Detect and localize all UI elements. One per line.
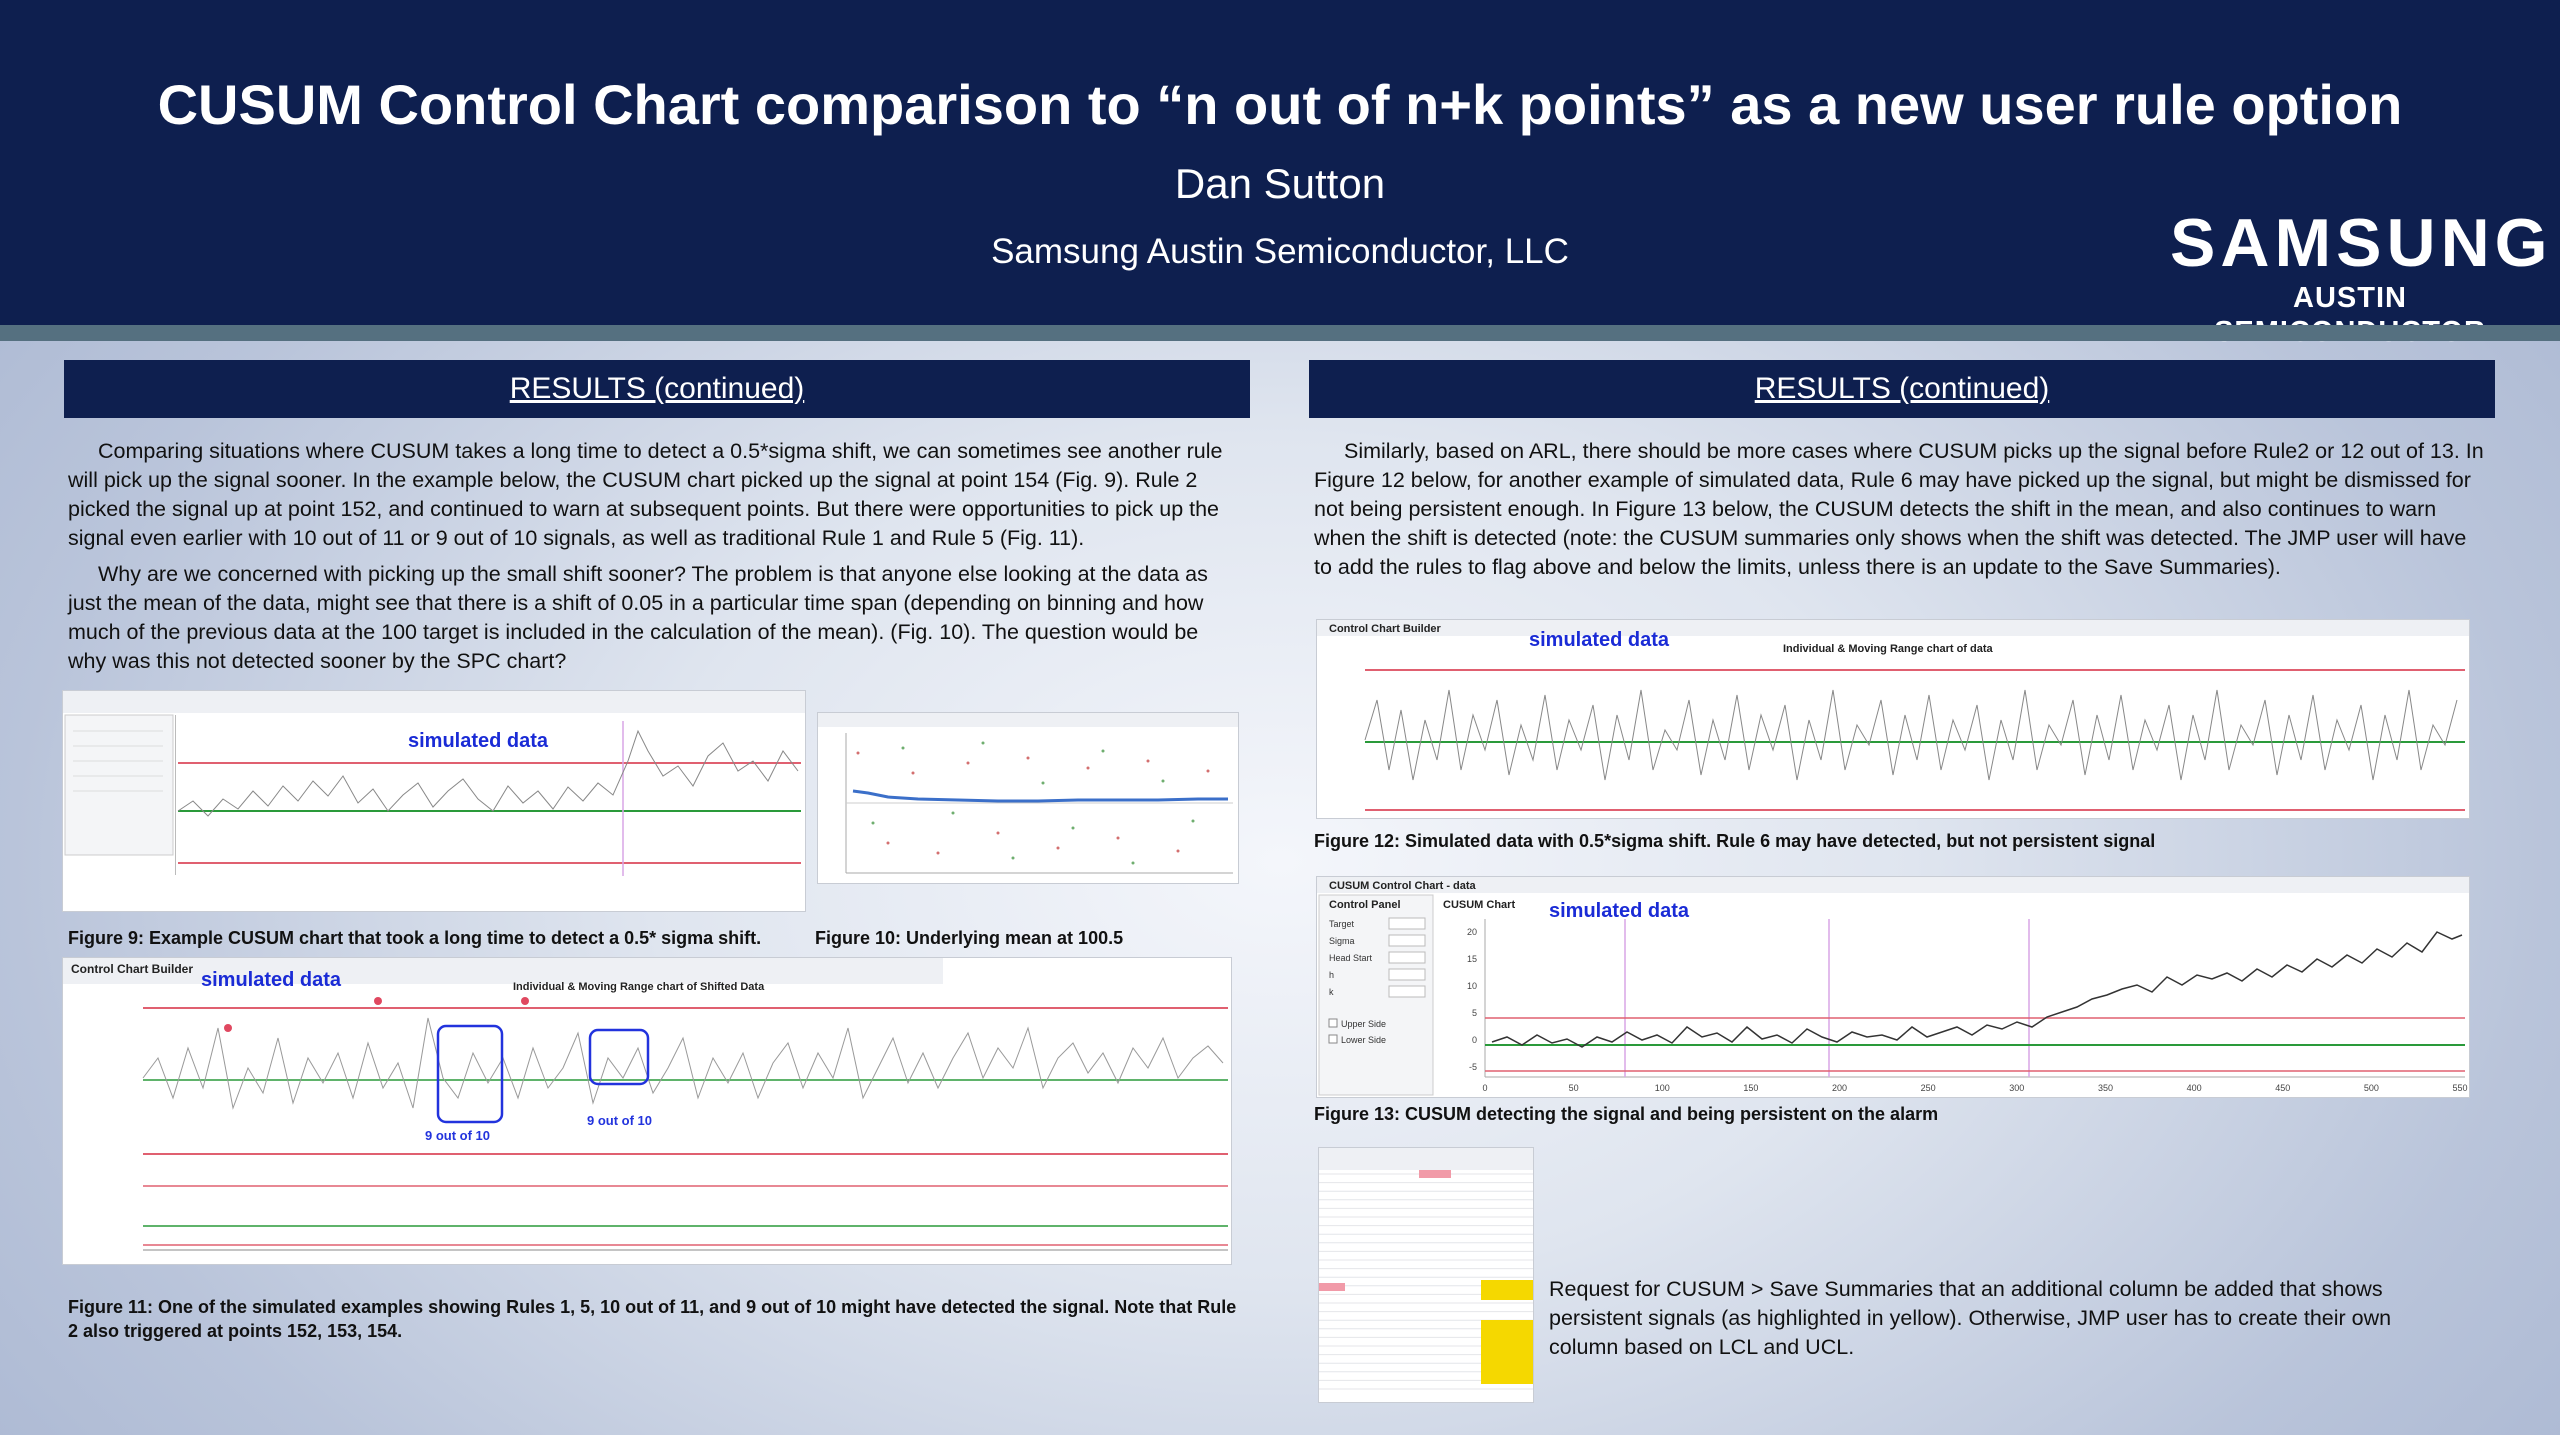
figure-12-overlay: simulated data xyxy=(1529,629,1670,651)
figure-10-mean-chart xyxy=(817,712,1239,884)
figure-12-chart-title: Individual & Moving Range chart of data xyxy=(1783,643,1993,655)
figure-9-svg xyxy=(63,691,806,912)
header-banner xyxy=(0,0,2560,325)
author-name: Dan Sutton xyxy=(1174,160,1386,207)
figure-13-y-tick: 10 xyxy=(1466,981,1477,991)
figure-13-x-tick: 400 xyxy=(2186,1083,2202,1093)
figure-11-annotation-a: 9 out of 10 xyxy=(425,1128,491,1143)
figure-13-svg xyxy=(1317,877,2470,1098)
figure-13-x-tick: 100 xyxy=(1654,1083,1670,1093)
figure-13-x-tick: 50 xyxy=(1568,1083,1579,1093)
figure-13-overlay: simulated data xyxy=(1549,900,1690,922)
figure-13-x-axis xyxy=(1482,1083,2467,1093)
figure-13-x-tick: 250 xyxy=(1920,1083,1936,1093)
figure-12-panel-title: Control Chart Builder xyxy=(1329,623,1441,635)
figure-13-x-tick: 500 xyxy=(2363,1083,2379,1093)
figure-13-control-field xyxy=(1389,952,1425,963)
poster-title: CUSUM Control Chart comparison to “n out of n+k points” as a new user rule option xyxy=(157,73,2403,136)
figure-13-control-label: h xyxy=(1329,970,1335,980)
figure-11-ir-chart xyxy=(62,957,1232,1265)
figure-13-checkbox-label: Lower Side xyxy=(1341,1035,1387,1045)
figure-13-control-field xyxy=(1389,969,1425,980)
figure-13-control-field xyxy=(1389,935,1425,946)
figure-13-checkbox-label: Upper Side xyxy=(1341,1019,1387,1029)
figure-13-x-tick: 550 xyxy=(2452,1083,2468,1093)
figure-13-cusum-chart xyxy=(1316,876,2470,1098)
figure-13-control-label: Sigma xyxy=(1329,936,1355,946)
figure-13-x-tick: 150 xyxy=(1743,1083,1759,1093)
left-paragraph-2: Why are we concerned with picking up the small shift sooner? The problem is that anyone else looking at the data as just the mean of the data, might see that there is a shift of 0.05 in a particular time span (depending on binning and how much of the previous data at the 100 target is included in the calculation of the mean). (Fig. 10). The question would be why was this not detected sooner by the SPC chart? xyxy=(68,562,1208,673)
figure-13-chart-label: CUSUM Chart xyxy=(1443,899,1516,911)
figure-13-x-tick: 0 xyxy=(1482,1083,1488,1093)
affiliation: Samsung Austin Semiconductor, LLC xyxy=(991,232,1569,271)
figure-13-y-tick: 15 xyxy=(1466,954,1477,964)
right-section-heading: RESULTS (continued) xyxy=(1309,360,2495,418)
figure-13-control-panel-label: Control Panel xyxy=(1329,899,1401,911)
figure-9-cusum-chart xyxy=(62,690,806,912)
figure-11-svg xyxy=(63,958,1232,1265)
figure-13-caption: Figure 13: CUSUM detecting the signal and being persistent on the alarm xyxy=(1314,1104,1939,1124)
figure-13-y-axis xyxy=(1467,927,1477,1072)
figure-13-control-label: Head Start xyxy=(1329,953,1373,963)
figure-13-y-tick: 20 xyxy=(1466,927,1477,937)
figure-12-svg xyxy=(1317,620,2470,819)
figure-12-caption: Figure 12: Simulated data with 0.5*sigma shift. Rule 6 may have detected, but not persistent signal xyxy=(1314,831,2156,851)
figure-13-panel-title: CUSUM Control Chart - data xyxy=(1329,880,1476,892)
figure-13-control-label: Target xyxy=(1329,919,1355,929)
figure-13-y-tick: 0 xyxy=(1471,1035,1477,1045)
figure-9-caption: Figure 9: Example CUSUM chart that took a long time to detect a 0.5* sigma shift. xyxy=(68,928,762,948)
figure-13-x-tick: 200 xyxy=(1832,1083,1848,1093)
figure-13-y-tick: -5 xyxy=(1468,1062,1477,1072)
figure-11-chart-title: Individual & Moving Range chart of Shifted Data xyxy=(513,981,765,993)
figure-13-checkbox xyxy=(1329,1035,1337,1043)
figure-11-annotation-b: 9 out of 10 xyxy=(587,1113,653,1128)
figure-13-y-tick: 5 xyxy=(1471,1008,1477,1018)
logo-wordmark: SAMSUNG xyxy=(2170,205,2553,281)
figure-13-control-field xyxy=(1389,918,1425,929)
summary-request-text: Request for CUSUM > Save Summaries that an additional column be added that shows persistent signals (as highlighted in yellow). Otherwise, JMP user has to create their own column based on LCL and UCL. xyxy=(1549,1277,2392,1359)
cusum-summary-table xyxy=(1318,1147,1534,1403)
figure-13-control-label: k xyxy=(1329,987,1334,997)
figure-13-x-tick: 300 xyxy=(2009,1083,2025,1093)
right-paragraph-1: Similarly, based on ARL, there should be more cases where CUSUM picks up the signal before Rule2 or 12 out of 13. In Figure 12 below, for another example of simulated data, Rule 6 may have picked up the signal, but might be dismissed for not being persistent enough. In Figure 13 below, the CUSUM detects the shift in the mean, and also continues to warn when the shift is detected (note: the CUSUM summaries only shows when the shift was detected. The JMP user will have to add the rules to flag above and below the limits, unless there is an update to the Save Summaries). xyxy=(1314,439,2484,579)
figure-10-caption: Figure 10: Underlying mean at 100.5 xyxy=(815,928,1124,948)
figure-11-overlay: simulated data xyxy=(201,969,342,991)
figure-9-overlay: simulated data xyxy=(408,730,549,752)
figure-13-checkbox xyxy=(1329,1019,1337,1027)
logo-subtitle: AUSTIN xyxy=(2293,282,2407,314)
left-section-heading: RESULTS (continued) xyxy=(64,360,1250,418)
summary-table-svg xyxy=(1319,1148,1534,1403)
figure-13-control-field xyxy=(1389,986,1425,997)
figure-13-x-tick: 350 xyxy=(2097,1083,2113,1093)
figure-11-caption: Figure 11: One of the simulated examples showing Rules 1, 5, 10 out of 11, and 9 out of 10 might have detected the signal. Note that Rule 2 also triggered at points 152, 153, 154. xyxy=(68,1297,1237,1341)
figure-12-ir-chart xyxy=(1316,619,2470,819)
header-divider-band xyxy=(0,325,2560,341)
figure-11-panel-title: Control Chart Builder xyxy=(71,962,193,976)
figure-10-svg xyxy=(818,713,1239,884)
left-paragraph-1: Comparing situations where CUSUM takes a long time to detect a 0.5*sigma shift, we can sometimes see another rule will pick up the signal sooner. In the example below, the CUSUM chart picked up the signal at point 154 (Fig. 9). Rule 2 picked the signal up at point 152, and continued to warn at subsequent points. But there were opportunities to pick up the signal even earlier with 10 out of 11 or 9 out of 10 signals, as well as traditional Rule 1 and Rule 5 (Fig. 11). xyxy=(68,439,1223,550)
figure-13-x-tick: 450 xyxy=(2275,1083,2291,1093)
